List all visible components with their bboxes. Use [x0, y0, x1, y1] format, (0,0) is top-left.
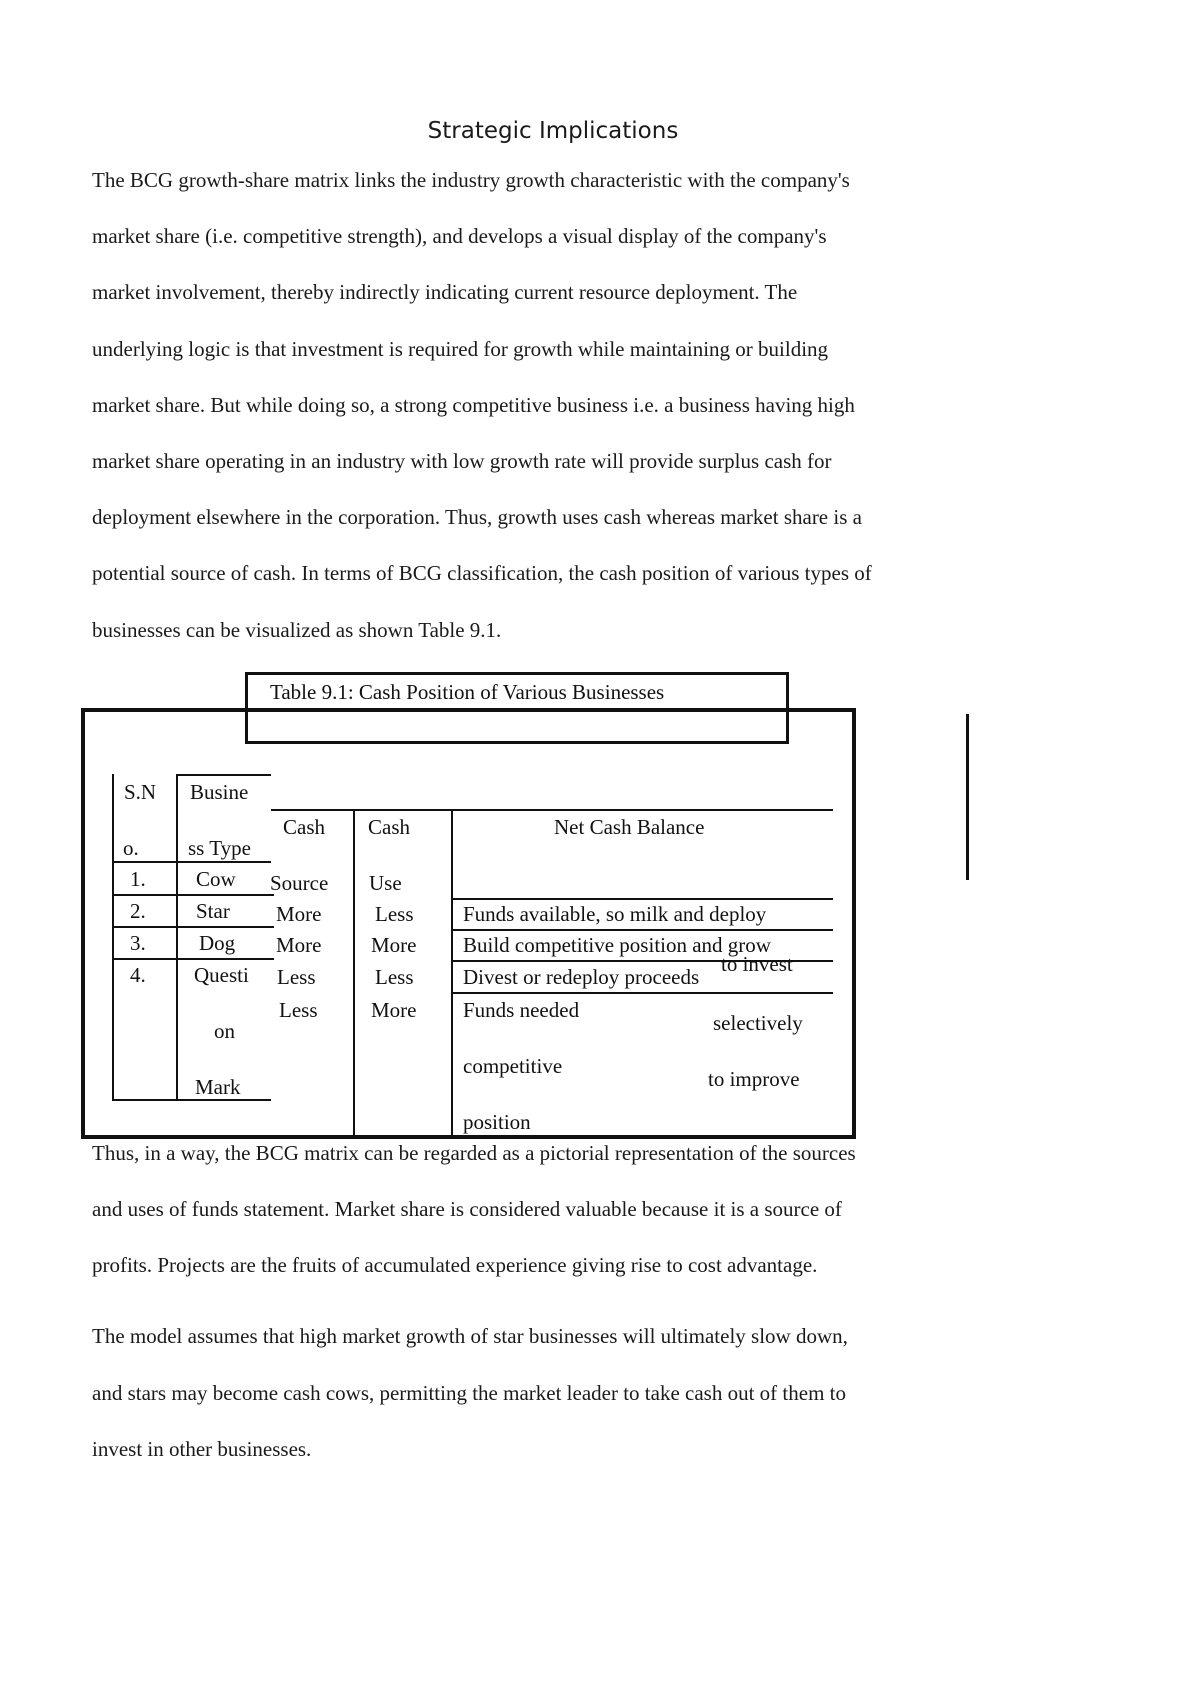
- table-caption: Table 9.1: Cash Position of Various Businesses: [270, 680, 665, 704]
- row-cash-use: More: [371, 933, 417, 957]
- grid-line: [112, 894, 271, 896]
- grid-line: [112, 926, 271, 928]
- row-sno: 2.: [130, 899, 146, 923]
- row-net-cont: position: [463, 1110, 531, 1134]
- grid-line: [353, 809, 355, 1137]
- row-cash-use: Less: [375, 965, 414, 989]
- grid-line: [176, 774, 178, 1099]
- grid-line: [256, 958, 274, 960]
- row-type: Dog: [199, 931, 236, 955]
- grid-line: [176, 774, 271, 776]
- header-business-type: Busine: [190, 780, 249, 804]
- row-net-cont: selectively: [713, 1011, 803, 1035]
- intro-line: market share. But while doing so, a strong competitive business i.e. a business having high: [92, 393, 855, 417]
- intro-line: The BCG growth-share matrix links the industry growth characteristic with the company's: [92, 168, 850, 192]
- caption-divider: [248, 708, 786, 711]
- intro-line: deployment elsewhere in the corporation. Thus, growth uses cash whereas market share is a: [92, 505, 862, 529]
- header-sno: S.N: [124, 780, 157, 804]
- intro-line: market share operating in an industry with low growth rate will provide surplus cash for: [92, 449, 832, 473]
- row-net: Funds needed: [463, 998, 580, 1022]
- row-type-cont: Mark: [195, 1075, 241, 1099]
- final-line: and stars may become cash cows, permitting the market leader to take cash out of them to: [92, 1381, 847, 1405]
- row-cash-source: More: [276, 933, 322, 957]
- after-line: profits. Projects are the fruits of accumulated experience giving rise to cost advantage.: [92, 1253, 818, 1277]
- intro-line: underlying logic is that investment is required for growth while maintaining or building: [92, 337, 829, 361]
- row-type: Cow: [196, 867, 236, 891]
- grid-line: [451, 929, 833, 931]
- row-cash-use: More: [371, 998, 417, 1022]
- row-sno: 1.: [130, 867, 146, 891]
- header-cash-source: Cash: [283, 815, 325, 839]
- header-cash-use: Cash: [368, 815, 410, 839]
- final-line: The model assumes that high market growth of star businesses will ultimately slow down,: [92, 1324, 848, 1348]
- intro-line: market share (i.e. competitive strength), and develops a visual display of the company's: [92, 224, 827, 248]
- grid-line: [451, 809, 453, 1137]
- row-cash-source: More: [276, 902, 322, 926]
- row-type: Star: [196, 899, 230, 923]
- row-cash-use: Less: [375, 902, 414, 926]
- decorative-vertical-bar: [966, 714, 969, 880]
- intro-line: market involvement, thereby indirectly indicating current resource deployment. The: [92, 280, 798, 304]
- row-net: Divest or redeploy proceeds: [463, 965, 700, 989]
- row-net-cont: competitive: [463, 1054, 563, 1078]
- grid-line: [112, 1099, 271, 1101]
- grid-line: [271, 809, 833, 811]
- row-sno: 4.: [130, 963, 146, 987]
- header-cash-source-cont: Source: [270, 871, 329, 895]
- final-line: invest in other businesses.: [92, 1437, 312, 1461]
- row-net-cont: to improve: [708, 1067, 800, 1091]
- header-sno-cont: o.: [123, 836, 139, 860]
- row-net: Funds available, so milk and deploy: [463, 902, 767, 926]
- row-sno: 3.: [130, 931, 146, 955]
- after-line: and uses of funds statement. Market share is considered valuable because it is a source of: [92, 1197, 842, 1221]
- table-caption-box: [245, 672, 789, 744]
- row-cash-source: Less: [277, 965, 316, 989]
- page-title: Strategic Implications: [427, 118, 679, 144]
- row-type-cont: on: [214, 1019, 235, 1043]
- intro-line: potential source of cash. In terms of BCG classification, the cash position of various types of: [92, 561, 872, 585]
- header-business-type-cont: ss Type: [188, 836, 251, 860]
- row-cash-source: Less: [279, 998, 318, 1022]
- header-net-cash-balance: Net Cash Balance: [554, 815, 705, 839]
- grid-line: [451, 992, 833, 994]
- row-net: Build competitive position and grow: [463, 933, 771, 957]
- grid-line: [112, 774, 114, 1099]
- header-cash-use-cont: Use: [369, 871, 402, 895]
- grid-line: [451, 898, 833, 900]
- row-net-cont: to invest: [721, 952, 793, 976]
- after-line: Thus, in a way, the BCG matrix can be regarded as a pictorial representation of the sources: [92, 1141, 856, 1165]
- grid-line: [112, 861, 271, 863]
- grid-line: [112, 958, 271, 960]
- intro-line: businesses can be visualized as shown Table 9.1.: [92, 618, 502, 642]
- grid-line: [256, 926, 274, 928]
- row-type: Questi: [194, 963, 249, 987]
